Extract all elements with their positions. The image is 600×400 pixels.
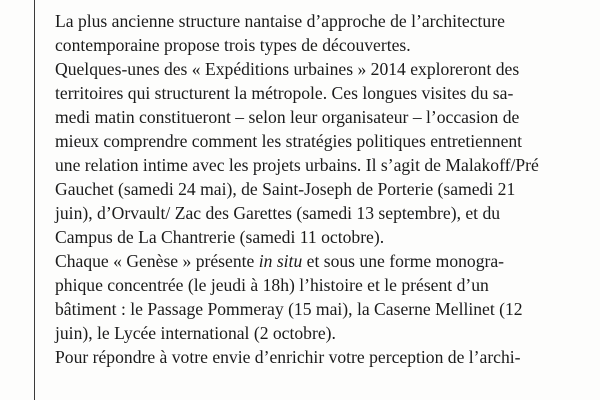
text-line: juin), d’Orvault/ Zac des Garettes (samedi 13 septembre), et du — [55, 203, 501, 223]
text-line: La plus ancienne structure nantaise d’approche de l’architecture — [55, 11, 505, 31]
text-line: bâtiment : le Passage Pommeray (15 mai), la Caserne Mellinet (12 — [55, 299, 523, 319]
text-line: Pour répondre à votre envie d’enrichir votre perception de l’archi- — [55, 347, 521, 367]
text-line: phique concentrée (le jeudi à 18h) l’histoire et le présent d’un — [55, 275, 489, 295]
text-segment: et sous une forme monogra- — [302, 251, 505, 271]
text-line — [55, 250, 504, 272]
text-line: une relation intime avec les projets urbains. Il s’agit de Malakoff/Pré — [55, 155, 539, 175]
text-line: Campus de La Chantrerie (samedi 11 octobre). — [55, 227, 385, 247]
left-margin-rule — [34, 0, 35, 400]
text-line: contemporaine propose trois types de découvertes. — [55, 35, 411, 55]
text-line: Quelques-unes des « Expéditions urbaines » 2014 exploreront des — [55, 59, 520, 79]
text-line: medi matin constitueront – selon leur organisateur – l’occasion de — [55, 107, 520, 127]
text-line: Gauchet (samedi 24 mai), de Saint-Joseph de Porterie (samedi 21 — [55, 179, 516, 199]
text-line: juin), le Lycée international (2 octobre). — [55, 323, 336, 343]
italic-text: in situ — [258, 251, 303, 271]
text-line: mieux comprendre comment les stratégies politiques entretiennent — [55, 131, 523, 151]
text-line: territoires qui structurent la métropole. Ces longues visites du sa- — [55, 83, 514, 103]
text-segment: Chaque « Genèse » présente — [55, 251, 259, 271]
